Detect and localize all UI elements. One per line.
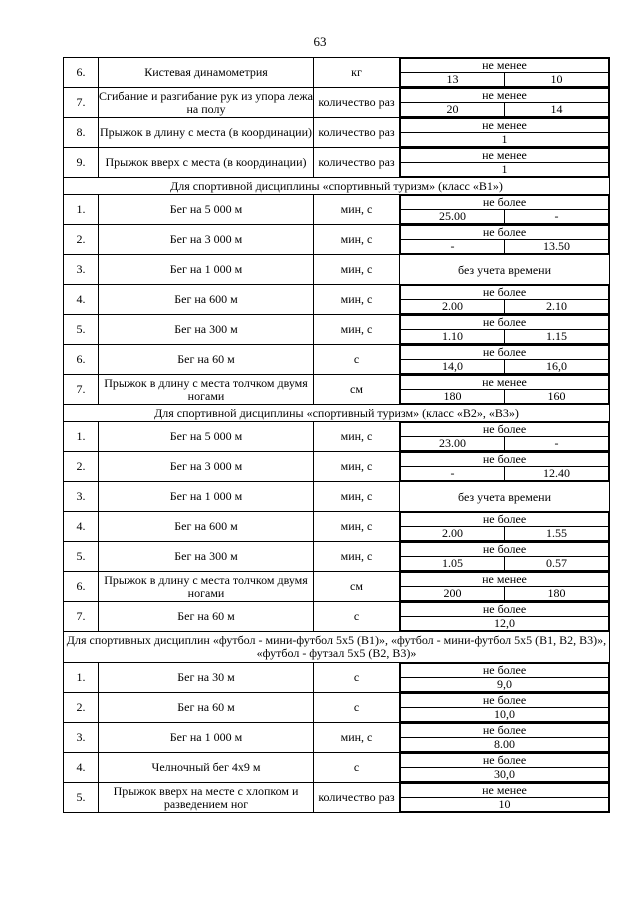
- value-header: не более: [401, 724, 609, 738]
- value-header: не более: [401, 664, 609, 678]
- test-name: Бег на 600 м: [99, 512, 314, 542]
- standard-value-cell: [400, 663, 610, 693]
- unit-of-measure: мин, с: [314, 422, 400, 452]
- value-note: без учета времени: [458, 262, 551, 277]
- test-name: Бег на 1 000 м: [99, 482, 314, 512]
- table-row: [64, 602, 610, 632]
- value-header: не менее: [401, 573, 609, 587]
- row-number: 5.: [64, 315, 99, 345]
- table-row: [64, 195, 610, 225]
- row-number: 5.: [64, 542, 99, 572]
- value-header: не более: [401, 423, 609, 437]
- section-title: Для спортивной дисциплины «спортивный туризм» (класс «В1»): [64, 178, 610, 195]
- standard-value-cell: [400, 375, 610, 405]
- table-row: [64, 422, 610, 452]
- value: 2.00: [401, 300, 505, 314]
- table-row: [64, 148, 610, 178]
- standard-value-cell: [400, 225, 610, 255]
- table-row: [64, 315, 610, 345]
- value: 1.15: [505, 330, 609, 344]
- value: 1: [401, 163, 609, 177]
- table-row: [64, 542, 610, 572]
- standard-value-cell: [400, 512, 610, 542]
- unit-of-measure: количество раз: [314, 88, 400, 118]
- table-row: [64, 753, 610, 783]
- unit-of-measure: см: [314, 375, 400, 405]
- table-row: [64, 723, 610, 753]
- value-header: не более: [401, 226, 609, 240]
- standard-value-cell: [400, 255, 610, 285]
- value: 180: [401, 390, 505, 404]
- standard-value-cell: [400, 285, 610, 315]
- value: 14,0: [401, 360, 505, 374]
- table-row: [64, 663, 610, 693]
- value: 13.50: [505, 240, 609, 254]
- standard-value-cell: [400, 118, 610, 148]
- table-row: [64, 118, 610, 148]
- value-note: без учета времени: [458, 489, 551, 504]
- value-header: не более: [401, 453, 609, 467]
- row-number: 3.: [64, 723, 99, 753]
- table-row: [64, 783, 610, 813]
- value: -: [505, 437, 609, 451]
- value: 1.55: [505, 527, 609, 541]
- test-name: Бег на 60 м: [99, 602, 314, 632]
- value-header: не менее: [401, 376, 609, 390]
- value: 8.00: [401, 738, 609, 752]
- standard-value-cell: [400, 753, 610, 783]
- value: -: [505, 210, 609, 224]
- unit-of-measure: с: [314, 693, 400, 723]
- standard-value-cell: [400, 783, 610, 813]
- row-number: 9.: [64, 148, 99, 178]
- table-row: [64, 285, 610, 315]
- unit-of-measure: количество раз: [314, 118, 400, 148]
- standard-value-cell: [400, 315, 610, 345]
- table-row: [64, 375, 610, 405]
- unit-of-measure: мин, с: [314, 195, 400, 225]
- section-header-row: [64, 632, 610, 663]
- table-row: [64, 88, 610, 118]
- value: 16,0: [505, 360, 609, 374]
- unit-of-measure: мин, с: [314, 482, 400, 512]
- section-header-row: [64, 405, 610, 422]
- test-name: Бег на 300 м: [99, 315, 314, 345]
- unit-of-measure: количество раз: [314, 783, 400, 813]
- row-number: 3.: [64, 482, 99, 512]
- unit-of-measure: мин, с: [314, 542, 400, 572]
- standard-value-cell: [400, 58, 610, 88]
- unit-of-measure: с: [314, 345, 400, 375]
- value: 14: [505, 103, 609, 117]
- standard-value-cell: [400, 482, 610, 512]
- standard-value-cell: [400, 542, 610, 572]
- row-number: 4.: [64, 512, 99, 542]
- test-name: Прыжок в длину с места (в координации): [99, 118, 314, 148]
- unit-of-measure: мин, с: [314, 723, 400, 753]
- value: 12.40: [505, 467, 609, 481]
- test-name: Бег на 3 000 м: [99, 452, 314, 482]
- standard-value-cell: [400, 602, 610, 632]
- test-name: Бег на 60 м: [99, 693, 314, 723]
- unit-of-measure: мин, с: [314, 225, 400, 255]
- value-block: [400, 452, 609, 481]
- value: 1.10: [401, 330, 505, 344]
- value-header: не более: [401, 754, 609, 768]
- value-block: [400, 195, 609, 224]
- test-name: Прыжок вверх на месте с хлопком и разведением ног: [99, 783, 314, 813]
- row-number: 5.: [64, 783, 99, 813]
- value-block: [400, 512, 609, 541]
- page-number: 63: [313, 34, 327, 49]
- test-name: Бег на 300 м: [99, 542, 314, 572]
- test-name: Бег на 60 м: [99, 345, 314, 375]
- value-header: не более: [401, 346, 609, 360]
- value: 2.10: [505, 300, 609, 314]
- value-header: не менее: [401, 59, 609, 73]
- value-block: [400, 58, 609, 87]
- table-row: [64, 225, 610, 255]
- value: 30,0: [401, 768, 609, 782]
- table-row: [64, 572, 610, 602]
- value-block: [400, 88, 609, 117]
- standard-value-cell: [400, 723, 610, 753]
- value: 1: [401, 133, 609, 147]
- value-block: [400, 693, 609, 722]
- value: 20: [401, 103, 505, 117]
- value-block: [400, 375, 609, 404]
- value-header: не менее: [401, 89, 609, 103]
- row-number: 6.: [64, 58, 99, 88]
- test-name: Прыжок вверх с места (в координации): [99, 148, 314, 178]
- standard-value-cell: [400, 88, 610, 118]
- value: 10: [505, 73, 609, 87]
- test-name: Челночный бег 4х9 м: [99, 753, 314, 783]
- row-number: 4.: [64, 285, 99, 315]
- row-number: 8.: [64, 118, 99, 148]
- value-header: не менее: [401, 149, 609, 163]
- unit-of-measure: кг: [314, 58, 400, 88]
- test-name: Бег на 3 000 м: [99, 225, 314, 255]
- test-name: Прыжок в длину с места толчком двумя ногами: [99, 572, 314, 602]
- row-number: 2.: [64, 693, 99, 723]
- value-header: не более: [401, 543, 609, 557]
- value-header: не более: [401, 316, 609, 330]
- value-header: не более: [401, 603, 609, 617]
- value-block: [400, 542, 609, 571]
- value: 12,0: [401, 617, 609, 631]
- unit-of-measure: с: [314, 663, 400, 693]
- value: 160: [505, 390, 609, 404]
- value: 13: [401, 73, 505, 87]
- row-number: 1.: [64, 195, 99, 225]
- test-name: Бег на 1 000 м: [99, 255, 314, 285]
- unit-of-measure: см: [314, 572, 400, 602]
- value-block: [400, 285, 609, 314]
- value: 25.00: [401, 210, 505, 224]
- value-header: не менее: [401, 119, 609, 133]
- table-row: [64, 452, 610, 482]
- test-name: Прыжок в длину с места толчком двумя ногами: [99, 375, 314, 405]
- value-block: [400, 783, 609, 812]
- unit-of-measure: с: [314, 602, 400, 632]
- unit-of-measure: с: [314, 753, 400, 783]
- test-name: Бег на 5 000 м: [99, 422, 314, 452]
- value: 200: [401, 587, 505, 601]
- row-number: 4.: [64, 753, 99, 783]
- standard-value-cell: [400, 195, 610, 225]
- value: 2.00: [401, 527, 505, 541]
- value: -: [401, 240, 505, 254]
- value: 180: [505, 587, 609, 601]
- row-number: 6.: [64, 345, 99, 375]
- section-header-row: [64, 178, 610, 195]
- row-number: 2.: [64, 225, 99, 255]
- value-block: [400, 723, 609, 752]
- value: 0.57: [505, 557, 609, 571]
- standard-value-cell: [400, 572, 610, 602]
- value-block: [400, 148, 609, 177]
- value: 1.05: [401, 557, 505, 571]
- value-block: [400, 572, 609, 601]
- unit-of-measure: мин, с: [314, 512, 400, 542]
- unit-of-measure: мин, с: [314, 315, 400, 345]
- table-row: [64, 255, 610, 285]
- value: 23.00: [401, 437, 505, 451]
- value: -: [401, 467, 505, 481]
- value-block: [400, 345, 609, 374]
- row-number: 6.: [64, 572, 99, 602]
- value-header: не более: [401, 694, 609, 708]
- standard-value-cell: [400, 452, 610, 482]
- unit-of-measure: мин, с: [314, 255, 400, 285]
- test-name: Бег на 1 000 м: [99, 723, 314, 753]
- value-header: не более: [401, 196, 609, 210]
- value-block: [400, 753, 609, 782]
- table-row: [64, 58, 610, 88]
- value: 10,0: [401, 708, 609, 722]
- value-block: [400, 602, 609, 631]
- value-block: [400, 422, 609, 451]
- section-title: Для спортивной дисциплины «спортивный туризм» (класс «В2», «В3»): [64, 405, 610, 422]
- test-name: Бег на 5 000 м: [99, 195, 314, 225]
- test-name: Сгибание и разгибание рук из упора лежа на полу: [99, 88, 313, 116]
- table-row: [64, 345, 610, 375]
- standard-value-cell: [400, 693, 610, 723]
- test-name: Кистевая динамометрия: [99, 58, 314, 88]
- standard-value-cell: [400, 148, 610, 178]
- value-block: [400, 225, 609, 254]
- row-number: 7.: [64, 602, 99, 632]
- unit-of-measure: мин, с: [314, 452, 400, 482]
- value: 10: [401, 798, 609, 812]
- unit-of-measure: количество раз: [314, 148, 400, 178]
- row-number: 3.: [64, 255, 99, 285]
- row-number: 1.: [64, 663, 99, 693]
- value: 9,0: [401, 678, 609, 692]
- section-title: Для спортивных дисциплин «футбол - мини-футбол 5х5 (В1)», «футбол - мини-футбол 5х5 (В1, В2, В3)», «футбол - футзал 5х5 (В2, В3)»: [64, 632, 610, 663]
- unit-of-measure: мин, с: [314, 285, 400, 315]
- value-header: не более: [401, 513, 609, 527]
- value-header: не более: [401, 286, 609, 300]
- table-row: [64, 512, 610, 542]
- row-number: 2.: [64, 452, 99, 482]
- standards-table: [63, 57, 610, 813]
- standard-value-cell: [400, 345, 610, 375]
- table-row: [64, 693, 610, 723]
- standard-value-cell: [400, 422, 610, 452]
- value-block: [400, 663, 609, 692]
- test-name: Бег на 600 м: [99, 285, 314, 315]
- value-block: [400, 315, 609, 344]
- value-block: [400, 118, 609, 147]
- value-header: не менее: [401, 784, 609, 798]
- row-number: 1.: [64, 422, 99, 452]
- row-number: 7.: [64, 375, 99, 405]
- table-row: [64, 482, 610, 512]
- test-name: Бег на 30 м: [99, 663, 314, 693]
- row-number: 7.: [64, 88, 99, 118]
